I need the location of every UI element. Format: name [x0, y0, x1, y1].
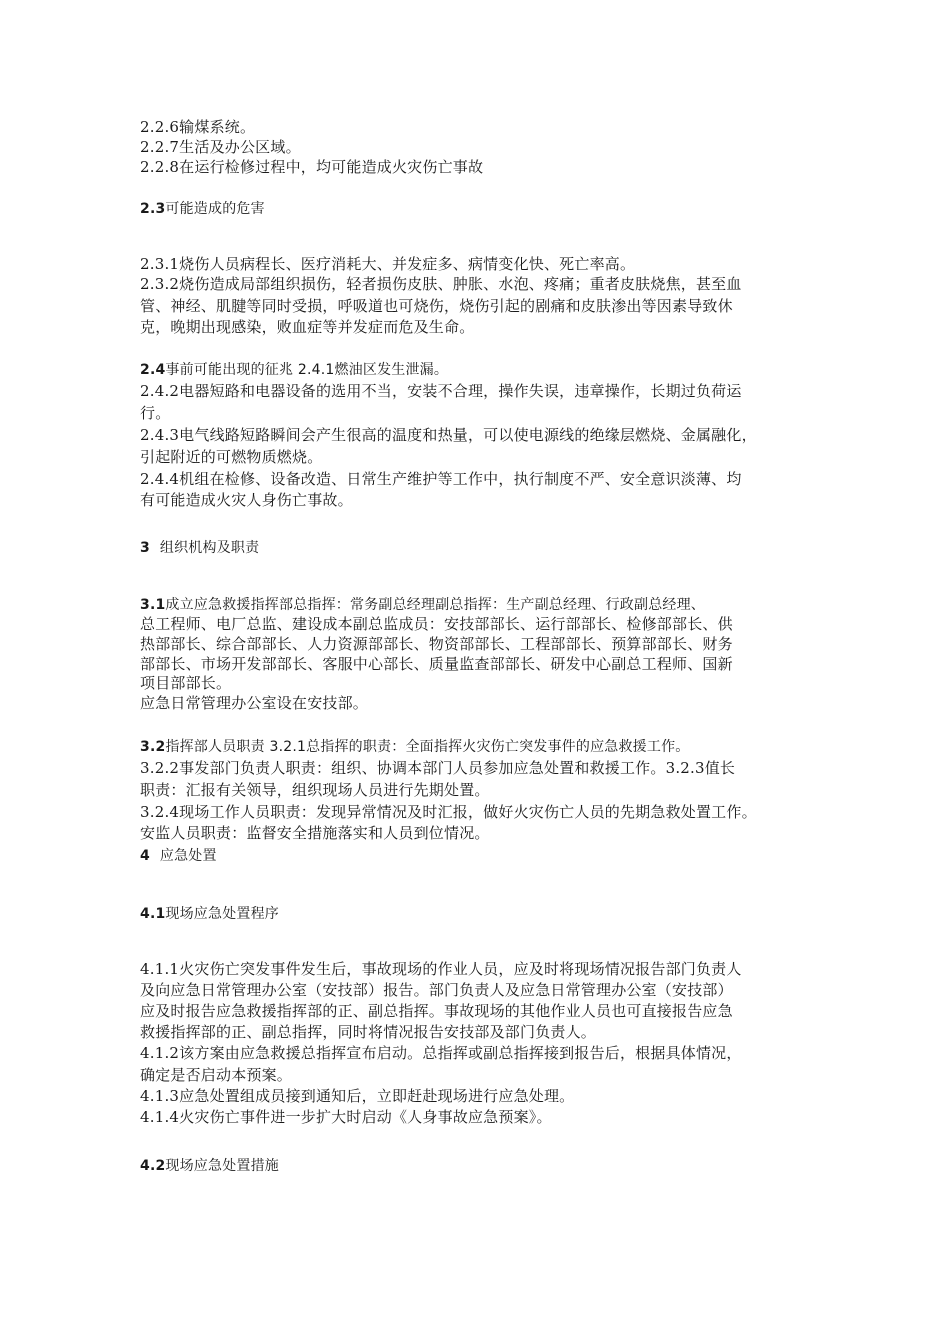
heading-number: 4	[140, 848, 150, 864]
section-heading-3-2	[140, 736, 689, 757]
paragraph-line: 引起附近的可燃物质燃烧。	[140, 448, 323, 466]
section-heading-3	[140, 537, 259, 558]
paragraph-line: 热部部长、综合部部长、人力资源部部长、物资部部长、工程部部长、预算部部长、财务	[140, 635, 733, 653]
paragraph-line: 2.4.3电气线路短路瞬间会产生很高的温度和热量，可以使电源线的绝缘层燃烧、金属融化，	[140, 426, 757, 444]
paragraph-line: 2.4.4机组在检修、设备改造、日常生产维护等工作中，执行制度不严、安全意识淡薄、均	[140, 470, 742, 488]
paragraph-line: 应急日常管理办公室设在安技部。	[140, 694, 369, 712]
heading-text: 成立应急救援指挥部总指挥：常务副总经理副总指挥：生产副总经理、行政副总经理、	[165, 597, 706, 613]
heading-number: 3.1	[140, 597, 166, 613]
heading-number: 4.1	[140, 906, 166, 922]
paragraph-line: 管、神经、肌腱等同时受损，呼吸道也可烧伤，烧伤引起的剧痛和皮肤渗出等因素导致休	[140, 297, 733, 315]
section-heading-4-1	[140, 903, 279, 924]
paragraph-line: 总工程师、电厂总监、建设成本副总监成员：安技部部长、运行部部长、检修部部长、供	[140, 615, 733, 633]
paragraph-line: 及向应急日常管理办公室（安技部）报告。部门负责人及应急日常管理办公室（安技部）	[140, 981, 733, 999]
section-heading-2-4	[140, 359, 448, 380]
heading-text: 组织机构及职责	[159, 540, 260, 556]
paragraph-line: 有可能造成火灾人身伤亡事故。	[140, 491, 353, 509]
heading-text: 事前可能出现的征兆 2.4.1燃油区发生泄漏。	[165, 362, 449, 378]
paragraph-line: 4.1.4火灾伤亡事件进一步扩大时启动《人身事故应急预案》。	[140, 1108, 552, 1126]
paragraph-line: 行。	[140, 404, 171, 422]
heading-number: 2.4	[140, 362, 166, 378]
paragraph-line: 2.3.2烧伤造成局部组织损伤，轻者损伤皮肤、肿胀、水泡、疼痛；重者皮肤烧焦，甚至血	[140, 275, 742, 293]
paragraph-line: 3.2.2事发部门负责人职责：组织、协调本部门人员参加应急处置和救援工作。3.2.3值长	[140, 759, 736, 777]
paragraph-line: 4.1.3应急处置组成员接到通知后，立即赶赴现场进行应急处理。	[140, 1087, 575, 1105]
heading-text: 现场应急处置措施	[165, 1158, 280, 1174]
paragraph-line: 安监人员职责：监督安全措施落实和人员到位情况。	[140, 824, 490, 842]
paragraph-line: 2.4.2电器短路和电器设备的选用不当，安装不合理，操作失误，违章操作，长期过负荷运	[140, 382, 742, 400]
heading-text: 现场应急处置程序	[165, 906, 280, 922]
heading-number: 3	[140, 540, 150, 556]
section-heading-4-2	[140, 1155, 279, 1176]
paragraph-line: 4.1.2该方案由应急救援总指挥宣布启动。总指挥或副总指挥接到报告后，根据具体情况，	[140, 1044, 742, 1062]
heading-text: 可能造成的危害	[165, 201, 265, 217]
paragraph-line: 2.2.6输煤系统。	[140, 118, 256, 136]
section-heading-2-3	[140, 198, 265, 219]
paragraph-line: 4.1.1火灾伤亡突发事件发生后，事故现场的作业人员，应及时将现场情况报告部门负责人	[140, 960, 742, 978]
paragraph-line: 部部长、市场开发部部长、客服中心部长、质量监查部部长、研发中心副总工程师、国新	[140, 655, 733, 673]
paragraph-line: 2.2.8在运行检修过程中，均可能造成火灾伤亡事故	[140, 158, 484, 176]
paragraph-line: 2.3.1烧伤人员病程长、医疗消耗大、并发症多、病情变化快、死亡率高。	[140, 255, 636, 273]
section-heading-4	[140, 845, 217, 866]
paragraph-line: 克，晚期出现感染，败血症等并发症而危及生命。	[140, 318, 475, 336]
paragraph-line: 确定是否启动本预案。	[140, 1066, 293, 1084]
heading-number: 4.2	[140, 1158, 166, 1174]
heading-number: 2.3	[140, 201, 166, 217]
paragraph-line: 2.2.7生活及办公区域。	[140, 138, 301, 156]
paragraph-line: 应及时报告应急救援指挥部的正、副总指挥。事故现场的其他作业人员也可直接报告应急	[140, 1002, 733, 1020]
paragraph-line: 3.2.4现场工作人员职责：发现异常情况及时汇报，做好火灾伤亡人员的先期急救处置工作。	[140, 803, 757, 821]
paragraph-line: 项目部部长。	[140, 674, 232, 692]
heading-number: 3.2	[140, 739, 166, 755]
heading-text: 指挥部人员职责 3.2.1总指挥的职责：全面指挥火灾伤亡突发事件的应急救援工作。	[165, 739, 690, 755]
section-heading-3-1	[140, 594, 705, 615]
heading-text: 应急处置	[159, 848, 217, 864]
paragraph-line: 职责：汇报有关领导，组织现场人员进行先期处置。	[140, 781, 490, 799]
paragraph-line: 救援指挥部的正、副总指挥，同时将情况报告安技部及部门负责人。	[140, 1023, 597, 1041]
